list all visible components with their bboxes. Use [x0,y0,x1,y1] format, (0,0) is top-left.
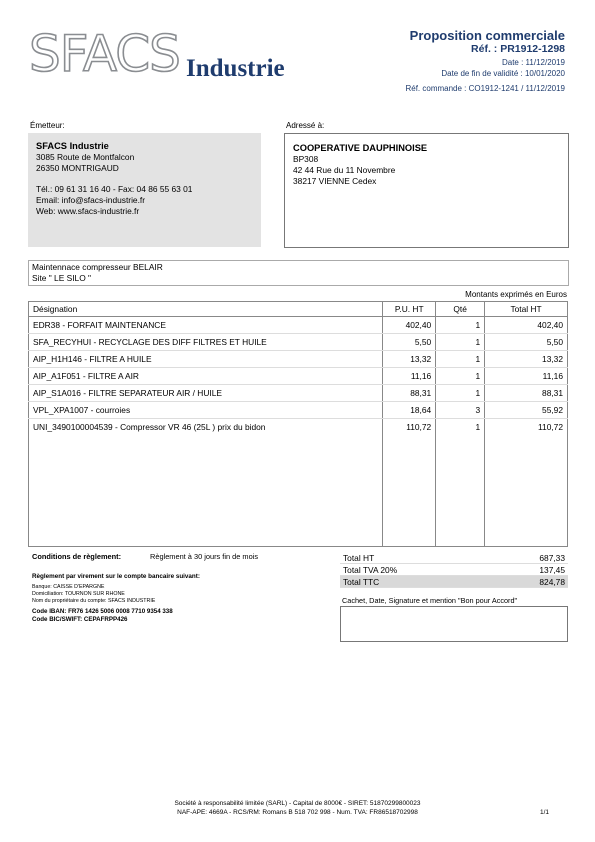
bank-domiciliation: Domiciliation: TOURNON SUR RHONE [32,591,125,597]
total-ttc-value: 824,78 [489,576,568,588]
document-reference: Réf. : PR1912-1298 [471,43,565,55]
total-tva-row [340,564,568,576]
items-table [28,301,568,547]
emitter-address-1: 3085 Route de Montfalcon [36,152,135,162]
row-designation: VPL_XPA1007 - courroies [29,402,383,419]
row-quantity: 1 [436,317,485,334]
table-row [29,351,568,368]
recipient-line-2: 42 44 Rue du 11 Novembre [293,165,396,175]
row-quantity: 1 [436,385,485,402]
table-filler-row [29,436,568,547]
recipient-name: COOPERATIVE DAUPHINOISE [293,143,428,153]
row-unit-price: 5,50 [383,334,436,351]
conditions-label: Conditions de règlement: [32,552,122,561]
bank-name: Banque: CAISSE D'EPARGNE [32,584,105,590]
row-unit-price: 13,32 [383,351,436,368]
row-designation: SFA_RECYHUI - RECYCLAGE DES DIFF FILTRES ET HUILE [29,334,383,351]
table-row [29,334,568,351]
row-designation: AIP_A1F051 - FILTRE A AIR [29,368,383,385]
bank-details [32,584,155,605]
iban: Code IBAN: FR76 1426 5006 0008 7710 9354 338 [32,608,173,615]
header-unit-price: P.U. HT [383,302,436,317]
header-designation: Désignation [29,302,383,317]
row-quantity: 3 [436,402,485,419]
header-quantity: Qté [436,302,485,317]
row-designation: AIP_S1A016 - FILTRE SEPARATEUR AIR / HUILE [29,385,383,402]
recipient-box [284,133,569,248]
table-row [29,317,568,334]
signature-label: Cachet, Date, Signature et mention "Bon pour Accord" [342,596,518,605]
row-total: 11,16 [485,368,568,385]
row-unit-price: 402,40 [383,317,436,334]
row-quantity: 1 [436,368,485,385]
bank-codes [32,608,173,624]
footer-legal-1: Société à responsabilité limitée (SARL) - Capital de 8000€ - SIRET: 51870299800023 [174,800,421,807]
row-unit-price: 18,64 [383,402,436,419]
conditions-value: Règlement à 30 jours fin de mois [150,552,259,561]
emitter-address-2: 26350 MONTRIGAUD [36,163,119,173]
row-designation: AIP_H1H146 - FILTRE A HUILE [29,351,383,368]
account-holder: Nom du propriétaire du compte: SFACS INDUSTRIE [32,598,156,604]
page-number: 1/1 [540,809,550,816]
company-logo: SFACS [29,25,180,83]
row-designation: EDR38 - FORFAIT MAINTENANCE [29,317,383,334]
row-total: 110,72 [485,419,568,436]
row-unit-price: 11,16 [383,368,436,385]
row-total: 55,92 [485,402,568,419]
row-total: 13,32 [485,351,568,368]
emitter-web: Web: www.sfacs-industrie.fr [36,206,140,216]
row-total: 5,50 [485,334,568,351]
emitter-name: SFACS Industrie [36,141,109,151]
recipient-line-3: 38217 VIENNE Cedex [293,176,377,186]
total-tva-label: Total TVA 20% [340,564,489,576]
footer-legal-2: NAF-APE: 4669A - RCS/RM: Romans B 518 702 998 - Num. TVA: FR86518702998 [177,809,418,816]
bic: Code BIC/SWIFT: CEPAFRPP426 [32,616,128,623]
table-row [29,385,568,402]
total-ht-label: Total HT [340,552,489,564]
subject-line-2: Site " LE SILO " [32,273,92,283]
row-total: 88,31 [485,385,568,402]
row-quantity: 1 [436,334,485,351]
total-ttc-label: Total TTC [340,576,489,588]
emitter-label: Émetteur: [30,121,65,130]
emitter-box [28,133,261,247]
total-ht-row [340,552,568,564]
order-reference: Réf. commande : CO1912-1241 / 11/12/2019 [405,84,565,93]
subject-box [28,260,569,286]
totals-table [340,552,568,588]
row-quantity: 1 [436,419,485,436]
subject-line-1: Maintennace compresseur BELAIR [32,262,163,272]
row-unit-price: 88,31 [383,385,436,402]
table-row [29,368,568,385]
total-ht-value: 687,33 [489,552,568,564]
table-row [29,402,568,419]
row-quantity: 1 [436,351,485,368]
recipient-line-1: BP308 [293,154,319,164]
emitter-email: Email: info@sfacs-industrie.fr [36,195,146,205]
currency-note: Montants exprimés en Euros [465,290,567,299]
row-unit-price: 110,72 [383,419,436,436]
transfer-title: Règlement par virement sur le compte bancaire suivant: [32,573,200,580]
header-total: Total HT [485,302,568,317]
row-designation: UNI_3490100004539 - Compressor VR 46 (25L ) prix du bidon [29,419,383,436]
document-date: Date : 11/12/2019 [501,58,565,67]
validity-date: Date de fin de validité : 10/01/2020 [441,69,565,78]
recipient-label: Adressé à: [286,121,325,130]
table-row [29,419,568,436]
signature-box[interactable] [340,606,568,642]
total-ttc-row [340,576,568,588]
row-total: 402,40 [485,317,568,334]
total-tva-value: 137,45 [489,564,568,576]
company-logo-subtitle: Industrie [186,55,285,82]
emitter-phone: Tél.: 09 61 31 16 40 - Fax: 04 86 55 63 01 [36,184,193,194]
document-title: Proposition commerciale [409,28,565,43]
